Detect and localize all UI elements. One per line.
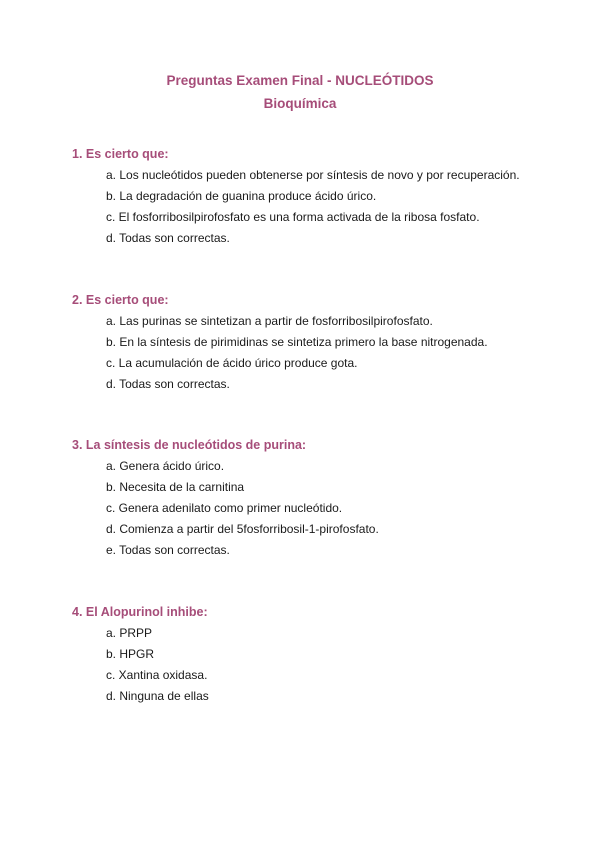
option-b: b. HPGR <box>106 647 155 661</box>
option-e: e. Todas son correctas. <box>106 543 230 557</box>
option-d: d. Ninguna de ellas <box>106 689 209 703</box>
question-title: 4. El Alopurinol inhibe: <box>72 605 208 619</box>
question-4 <box>72 604 572 709</box>
option-b: b. La degradación de guanina produce ácido úrico. <box>106 189 377 203</box>
question-title: 2. Es cierto que: <box>72 293 169 307</box>
option-c: c. Xantina oxidasa. <box>106 668 208 682</box>
option-c: c. La acumulación de ácido úrico produce gota. <box>106 356 358 370</box>
question-2 <box>72 292 572 397</box>
option-d: d. Todas son correctas. <box>106 231 230 245</box>
option-a: a. Genera ácido úrico. <box>106 459 225 473</box>
option-a: a. PRPP <box>106 626 153 640</box>
option-d: d. Todas son correctas. <box>106 377 230 391</box>
question-1 <box>72 146 572 251</box>
option-b: b. Necesita de la carnitina <box>106 480 245 494</box>
question-title: 1. Es cierto que: <box>72 147 169 161</box>
question-3 <box>72 437 572 563</box>
option-c: c. El fosforribosilpirofosfato es una forma activada de la ribosa fosfato. <box>106 210 480 224</box>
option-b: b. En la síntesis de pirimidinas se sintetiza primero la base nitrogenada. <box>106 335 488 349</box>
option-d: d. Comienza a partir del 5fosforribosil-1-pirofosfato. <box>106 522 379 536</box>
option-a: a. Los nucleótidos pueden obtenerse por síntesis de novo y por recuperación. <box>106 168 520 182</box>
option-a: a. Las purinas se sintetizan a partir de fosforribosilpirofosfato. <box>106 314 433 328</box>
document-subtitle: Bioquímica <box>263 96 337 111</box>
document-title: Preguntas Examen Final - NUCLEÓTIDOS <box>166 73 434 88</box>
option-c: c. Genera adenilato como primer nucleótido. <box>106 501 343 515</box>
question-title: 3. La síntesis de nucleótidos de purina: <box>72 438 307 452</box>
